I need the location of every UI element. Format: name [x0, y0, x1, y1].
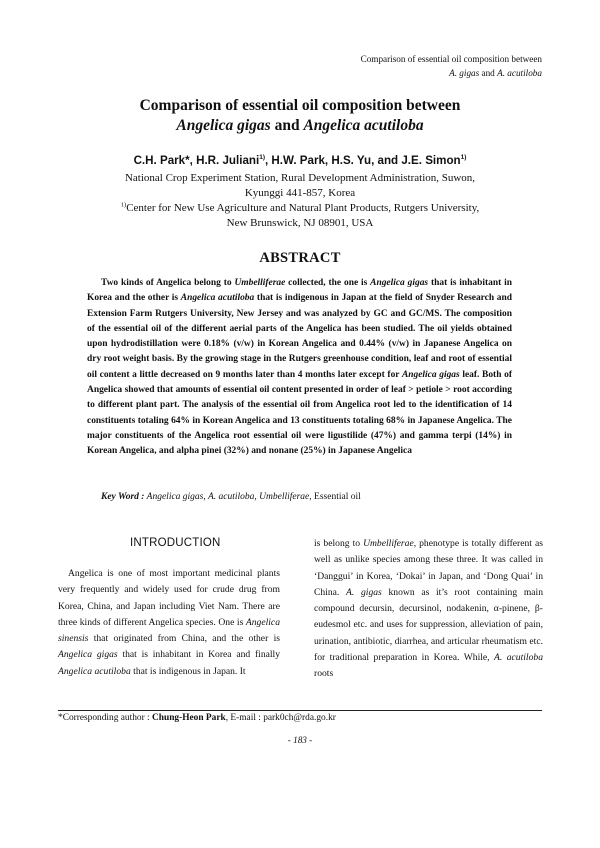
title-line2 — [0, 116, 600, 136]
footnote — [58, 713, 336, 723]
affiliation-line1: National Crop Experiment Station, Rural Development Administration, Suwon, — [124, 172, 476, 184]
keywords-label: Key Word : — [101, 492, 145, 502]
running-header — [361, 52, 542, 80]
abstract-text-4: that is indigenous in Japan at the field of Snyder Research and Extension Farm Rutgers University, New Jersey and was analyzed by GC and GC/MS. The composition of the essential oil of the different aerial parts of the Angelica has been studied. The oil yields obtained upon hydrodistillation were 0.18% (v/w) in Korean Angelica and 0.44% (v/w) in Japanese Angelica on dry root weight basis. By the growing stage in the Rutgers greenhouse condition, leaf and root of essential oil content a little decreased on 9 months later than 4 months later except for — [87, 293, 513, 380]
page-number: - 183 - — [287, 735, 313, 745]
intro-left-italic-3: Angelica acutiloba — [58, 665, 131, 677]
intro-left-text-2: that originated from China, and the other is — [88, 633, 280, 645]
author-sup-1: 1) — [259, 154, 265, 162]
affiliation-line3-text: Center for New Use Agriculture and Natural Plant Products, Rutgers University, — [126, 202, 480, 214]
running-header-species2: A. acutiloba — [497, 68, 542, 78]
intro-left-italic-2: Angelica gigas — [58, 649, 118, 661]
paper-title — [0, 96, 600, 136]
author-names-2: , H.W. Park, H.S. Yu, and J.E. Simon — [264, 154, 461, 167]
intro-right-italic-1: Umbelliferae — [363, 538, 414, 549]
footnote-prefix: *Corresponding author : — [58, 713, 152, 723]
title-line1: Comparison of essential oil composition between — [139, 97, 461, 114]
running-header-species1: A. gigas — [449, 68, 480, 78]
affiliation-line3 — [0, 201, 600, 216]
abstract-text-5: leaf. Both of Angelica showed that amounts of essential oil content presented in order of leaf > petiole > root according to different plant part. The analysis of the essential oil from Angelica root led to the identification of 14 constituents totaling 64% in Korean Angelica and 13 constituents totaling 68% in Japanese Angelica. The major constituents of the Angelica root essential oil were ligustilide (47%) and gamma terpi (14%) in Korean Angelica, and alpha pinei (32%) and nonane (25%) in Japanese Angelica — [87, 369, 512, 457]
affiliations — [0, 171, 600, 231]
author-sup-2: 1) — [460, 154, 467, 162]
intro-right-text-3: known as it’s root containing main compound decursin, decursinol, nodakenin, α-pinene, β-eudesmol etc. and uses for suppression, alleviation of pain, urination, antibiotic, diarrhea, and articular rheumatism etc. for traditional preparation in Korea. While, — [314, 586, 543, 664]
keywords-italic: Angelica gigas, A. acutiloba, Umbelliferae, — [144, 492, 312, 502]
intro-right-text-4: roots — [314, 668, 334, 680]
abstract-italic-3: Angelica acutiloba — [180, 293, 255, 304]
abstract-body — [87, 276, 512, 460]
running-header-line2 — [361, 66, 542, 80]
footnote-email: , E-mail : park0ch@rda.go.kr — [225, 713, 336, 723]
intro-right-text-1: is belong to — [314, 538, 364, 549]
abstract-italic-2: Angelica gigas — [370, 278, 429, 288]
keywords — [101, 492, 361, 502]
abstract-italic-4: Angelica gigas — [401, 369, 460, 380]
author-list — [0, 154, 600, 167]
introduction-heading: INTRODUCTION — [130, 537, 221, 549]
intro-left-italic-1: Angelica sinensis — [58, 616, 280, 645]
abstract-italic-1: Umbelliferae — [234, 278, 286, 288]
intro-right-italic-2: A. gigas — [346, 586, 382, 598]
footnote-rule — [58, 710, 542, 711]
running-header-line1: Comparison of essential oil composition between — [360, 54, 542, 64]
introduction-left-column — [58, 566, 280, 680]
abstract-text-2: collected, the one is — [285, 278, 371, 288]
title-species1: Angelica gigas — [176, 117, 271, 134]
intro-left-text-4: that is indigenous in Japan. It — [130, 665, 246, 677]
intro-left-text-1: Angelica is one of most important medicinal plants very frequently and widely used for crude drug from Korea, China, and Japan including Viet Nam. There are three kinds of different Angelica species. One is — [58, 568, 280, 628]
title-species2: Angelica acutiloba — [303, 117, 424, 134]
footnote-author-name: Chung-Heon Park — [152, 713, 226, 723]
affiliation-line2: Kyunggi 441-857, Korea — [244, 187, 356, 199]
abstract-text-3: that is inhabitant in Korea and the other is — [87, 278, 512, 304]
affiliation-sup: 1) — [120, 201, 127, 209]
intro-right-italic-3: A. acutiloba — [494, 652, 543, 664]
abstract-text-1: Two kinds of Angelica belong to — [101, 278, 235, 288]
intro-left-text-3: that is inhabitant in Korea and finally — [117, 649, 281, 661]
intro-right-text-2: , phenotype is totally different as well as unlike species among these three. It was called in ‘Danggui’ in Korea, ‘Dokai’ in Japan, and ‘Dong Quai’ in China. — [314, 538, 543, 598]
keywords-plain: Essential oil — [311, 492, 361, 502]
affiliation-line4: New Brunswick, NJ 08901, USA — [226, 217, 374, 229]
author-names-1: C.H. Park*, H.R. Juliani — [133, 154, 260, 167]
running-header-and: and — [479, 68, 498, 78]
title-and: and — [270, 117, 304, 134]
abstract-heading: ABSTRACT — [259, 250, 341, 266]
introduction-right-column — [314, 536, 543, 683]
